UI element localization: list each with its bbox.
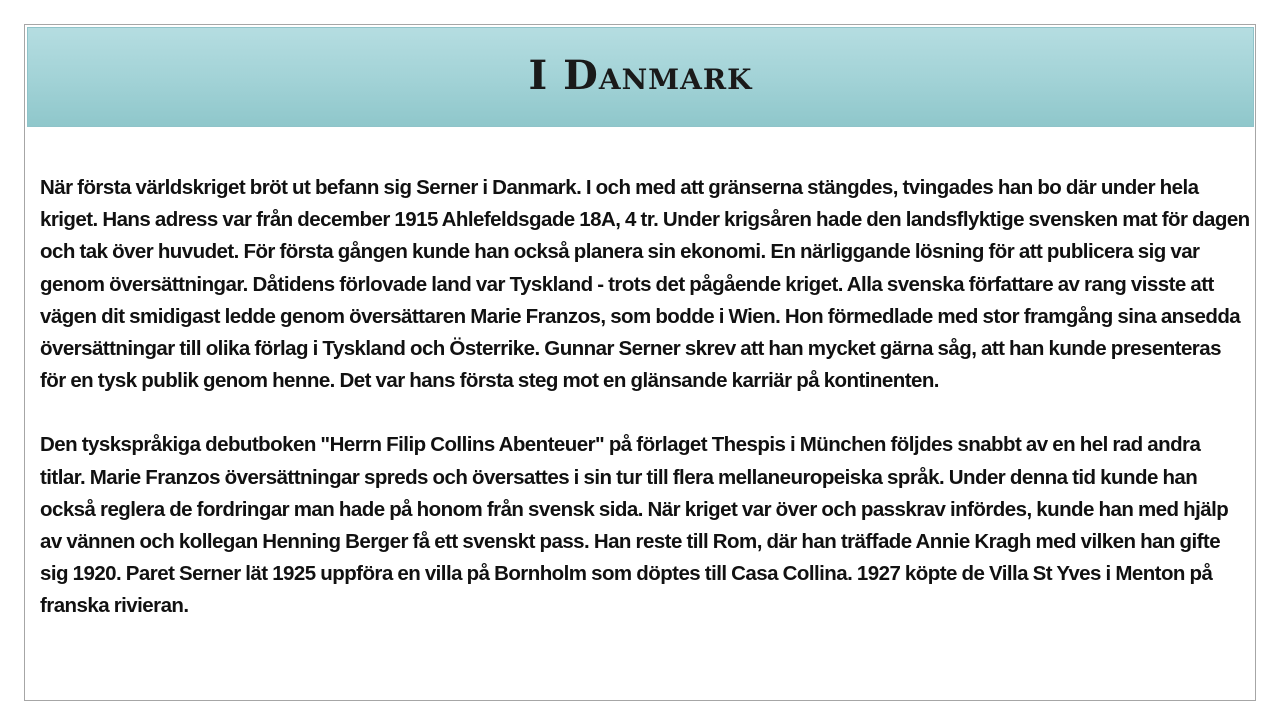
paragraph-2: Den tyskspråkiga debutboken "Herrn Filip Collins Abenteuer" på förlaget Thespis i München följdes snabbt av en hel rad andra titlar. Marie Franzos översättningar spreds och översattes i sin tur till flera mellaneuropeiska språk. Under denna tid kunde han också reglera de fordringar man hade på honom från svensk sida. När kriget var över och passkrav infördes, kunde han med hjälp av vännen och kollegan Henning Berger få ett svenskt pass. Han reste till Rom, där han träffade Annie Kragh med vilken han gifte sig 1920. Paret Serner lät 1925 uppföra en villa på Bornholm som döptes till Casa Collina. 1927 köpte de Villa St Yves i Menton på franska rivieran.: [40, 433, 1229, 618]
title-bar: [27, 27, 1254, 127]
paragraph-1: När första världskriget bröt ut befann sig Serner i Danmark. I och med att gränserna stängdes, tvingades han bo där under hela kriget. Hans adress var från december 1915 Ahlefeldsgade 18A, 4 tr. Under krigsåren hade den landsflyktige svensken mat för dagen och tak över huvudet. För första gången kunde han också planera sin ekonomi. En närliggande lösning för att publicera sig var genom översättningar. Dåtidens förlovade land var Tyskland - trots det pågående kriget. Alla svenska författare av rang visste att vägen dit smidigast ledde genom översättaren Marie Franzos, som bodde i Wien. Hon förmedlade med stor framgång sina ansedda översättningar till olika förlag i Tyskland och Österrike. Gunnar Serner skrev att han mycket gärna såg, att han kunde presenteras för en tysk publik genom henne. Det var hans första steg mot en glänsande karriär på kontinenten.: [40, 176, 1250, 393]
slide-title: I Danmark: [528, 51, 753, 99]
slide: [24, 24, 1256, 701]
body-text: [40, 172, 1250, 623]
